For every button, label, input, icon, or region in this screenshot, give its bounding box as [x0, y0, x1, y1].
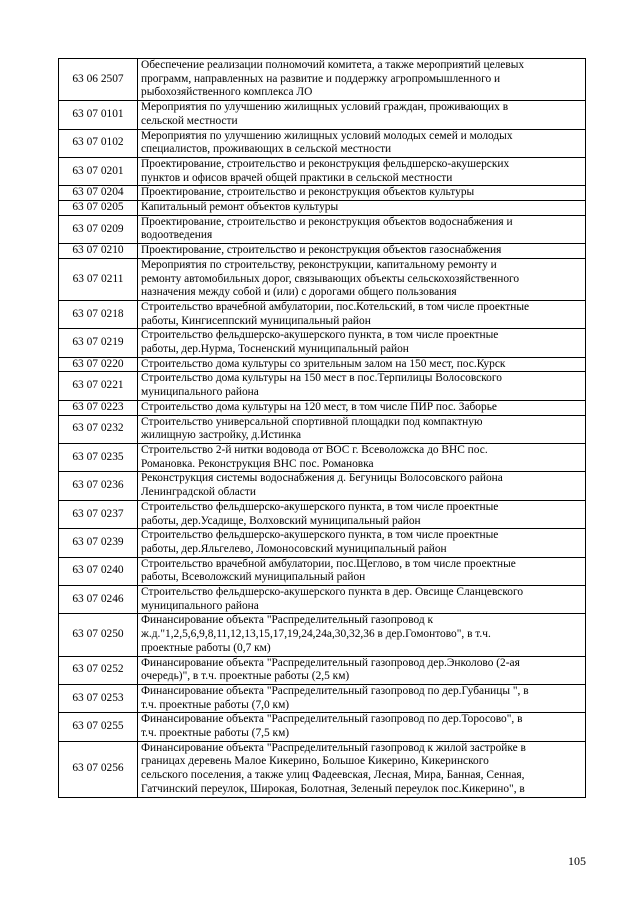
budget-code-cell: 63 07 0221 [59, 372, 138, 400]
budget-code-cell: 63 07 0256 [59, 741, 138, 797]
budget-code-cell: 63 07 0220 [59, 357, 138, 372]
description-line: работы, дер.Яльгелево, Ломоносовский муниципальный район [141, 542, 447, 555]
description-cell [138, 586, 586, 614]
table-row [59, 244, 586, 259]
description-line: Проектирование, строительство и реконструкция объектов культуры [141, 186, 475, 199]
table-body [59, 59, 586, 798]
description-cell [138, 400, 586, 415]
description-line: Строительство фельдшерско-акушерского пункта, в том числе проектные [141, 500, 499, 513]
description-line: Строительство фельдшерско-акушерского пункта в дер. Овсище Сланцевского [141, 586, 524, 599]
table-row [59, 472, 586, 500]
description-line: рыбохозяйственного комплекса ЛО [141, 86, 313, 99]
budget-code-cell: 63 07 0237 [59, 500, 138, 528]
budget-code-cell: 63 07 0201 [59, 157, 138, 185]
table-row [59, 415, 586, 443]
table-row [59, 59, 586, 101]
description-line: Мероприятия по улучшению жилищных условий граждан, проживающих в [141, 101, 509, 114]
description-line: очередь)", в т.ч. проектные работы (2,5 км) [141, 670, 350, 683]
table-row [59, 684, 586, 712]
description-line: программ, направленных на развитие и поддержку агропромышленного и [141, 72, 501, 85]
budget-code-table [58, 58, 586, 798]
description-line: работы, дер.Усадище, Волховский муниципальный район [141, 514, 421, 527]
description-line: Строительство дома культуры со зрительным залом на 150 мест, пос.Курск [141, 357, 506, 370]
description-cell [138, 415, 586, 443]
description-cell [138, 329, 586, 357]
description-line: Финансирование объекта "Распределительный газопровод дер.Энколово (2-ая [141, 656, 520, 669]
description-line: ремонту автомобильных дорог, связывающих объекты сельскохозяйственного [141, 272, 520, 285]
description-line: Реконструкция системы водоснабжения д. Бегуницы Волосовского района [141, 472, 503, 485]
table-row [59, 157, 586, 185]
description-line: Мероприятия по строительству, реконструкции, капитальному ремонту и [141, 258, 497, 271]
description-cell [138, 656, 586, 684]
description-line: муниципального района [141, 599, 259, 612]
description-line: Финансирование объекта "Распределительный газопровод к жилой застройке в [141, 741, 526, 754]
budget-code-cell: 63 06 2507 [59, 59, 138, 101]
description-cell [138, 357, 586, 372]
budget-code-cell: 63 07 0235 [59, 443, 138, 471]
description-cell [138, 372, 586, 400]
description-line: жилищную застройку, д.Истинка [141, 429, 302, 442]
budget-code-cell: 63 07 0253 [59, 684, 138, 712]
description-line: т.ч. проектные работы (7,5 км) [141, 727, 290, 740]
description-line: назначения между собой и (или) с дорогами общего пользования [141, 286, 457, 299]
table-row [59, 656, 586, 684]
description-cell [138, 186, 586, 201]
table-row [59, 201, 586, 216]
table-row [59, 557, 586, 585]
description-line: сельской местности [141, 114, 238, 127]
table-row [59, 300, 586, 328]
description-cell [138, 244, 586, 259]
budget-code-cell: 63 07 0209 [59, 215, 138, 243]
description-line: Строительство дома культуры на 150 мест в пос.Терпилицы Волосовского [141, 372, 502, 385]
description-line: Строительство фельдшерско-акушерского пункта, в том числе проектные [141, 529, 499, 542]
table-row [59, 372, 586, 400]
budget-code-cell: 63 07 0219 [59, 329, 138, 357]
description-cell [138, 529, 586, 557]
budget-code-cell: 63 07 0236 [59, 472, 138, 500]
table-row [59, 357, 586, 372]
description-line: т.ч. проектные работы (7,0 км) [141, 698, 290, 711]
description-line: Финансирование объекта "Распределительный газопровод по дер.Губаницы ", в [141, 684, 529, 697]
description-line: ж.д."1,2,5,6,9,8,11,12,13,15,17,19,24,24а,30,32,36 в дер.Гомонтово", в т.ч. [141, 628, 491, 641]
description-cell [138, 59, 586, 101]
budget-code-cell: 63 07 0223 [59, 400, 138, 415]
description-line: Финансирование объекта "Распределительный газопровод к [141, 614, 434, 627]
description-cell [138, 500, 586, 528]
description-line: Проектирование, строительство и реконструкция объектов газоснабжения [141, 244, 502, 257]
description-cell [138, 614, 586, 656]
table-row [59, 713, 586, 741]
budget-code-cell: 63 07 0210 [59, 244, 138, 259]
description-line: Мероприятия по улучшению жилищных условий молодых семей и молодых [141, 129, 513, 142]
budget-code-cell: 63 07 0250 [59, 614, 138, 656]
budget-code-cell: 63 07 0102 [59, 129, 138, 157]
table-row [59, 586, 586, 614]
description-line: проектные работы (0,7 км) [141, 641, 271, 654]
table-row [59, 529, 586, 557]
description-cell [138, 157, 586, 185]
description-line: водоотведения [141, 229, 213, 242]
table-row [59, 101, 586, 129]
description-line: сельского поселения, а также улиц Фадеевская, Лесная, Мира, Банная, Сенная, [141, 769, 525, 782]
table-row [59, 741, 586, 797]
budget-code-cell: 63 07 0211 [59, 258, 138, 300]
description-cell [138, 101, 586, 129]
description-cell [138, 472, 586, 500]
description-line: Гатчинский переулок, Широкая, Болотная, Зеленый переулок пос.Кикерино", в [141, 782, 525, 795]
table-row [59, 215, 586, 243]
description-line: работы, дер.Нурма, Тосненский муниципальный район [141, 343, 409, 356]
budget-code-cell: 63 07 0252 [59, 656, 138, 684]
description-cell [138, 557, 586, 585]
table-row [59, 614, 586, 656]
description-line: границах деревень Малое Кикерино, Большое Кикерино, Кикеринского [141, 755, 489, 768]
description-line: Строительство врачебной амбулатории, пос.Щеглово, в том числе проектные [141, 557, 516, 570]
description-cell [138, 215, 586, 243]
table-row [59, 500, 586, 528]
budget-code-cell: 63 07 0240 [59, 557, 138, 585]
budget-code-cell: 63 07 0101 [59, 101, 138, 129]
description-cell [138, 129, 586, 157]
budget-code-cell: 63 07 0205 [59, 201, 138, 216]
table-row [59, 443, 586, 471]
budget-code-cell: 63 07 0204 [59, 186, 138, 201]
table-row [59, 258, 586, 300]
table-row [59, 129, 586, 157]
description-cell [138, 713, 586, 741]
description-line: Капитальный ремонт объектов культуры [141, 201, 339, 214]
description-line: Строительство дома культуры на 120 мест, в том числе ПИР пос. Заборье [141, 400, 497, 413]
table-row [59, 186, 586, 201]
table-row [59, 329, 586, 357]
description-line: Строительство 2-й нитки водовода от ВОС г. Всеволожска до ВНС пос. [141, 443, 488, 456]
page-number: 105 [568, 854, 586, 868]
description-line: Строительство фельдшерско-акушерского пункта, в том числе проектные [141, 329, 499, 342]
budget-code-cell: 63 07 0218 [59, 300, 138, 328]
description-cell [138, 300, 586, 328]
description-line: Проектирование, строительство и реконструкция объектов водоснабжения и [141, 215, 513, 228]
description-line: Ленинградской области [141, 486, 256, 499]
table-row [59, 400, 586, 415]
description-line: пунктов и офисов врачей общей практики в сельской местности [141, 171, 453, 184]
description-line: работы, Кингисеппский муниципальный район [141, 314, 371, 327]
budget-code-cell: 63 07 0246 [59, 586, 138, 614]
budget-code-cell: 63 07 0239 [59, 529, 138, 557]
description-line: специалистов, проживающих в сельской местности [141, 143, 392, 156]
description-line: Строительство врачебной амбулатории, пос.Котельский, в том числе проектные [141, 300, 530, 313]
description-line: Финансирование объекта "Распределительный газопровод по дер.Торосово", в [141, 713, 523, 726]
description-cell [138, 258, 586, 300]
description-line: Романовка. Реконструкция ВНС пос. Романовка [141, 457, 374, 470]
description-line: Строительство универсальной спортивной площадки под компактную [141, 415, 483, 428]
description-line: Проектирование, строительство и реконструкция фельдшерско-акушерских [141, 157, 510, 170]
description-line: работы, Всеволожский муниципальный район [141, 571, 366, 584]
description-line: муниципального района [141, 386, 259, 399]
budget-code-cell: 63 07 0232 [59, 415, 138, 443]
description-cell [138, 684, 586, 712]
description-cell [138, 443, 586, 471]
description-line: Обеспечение реализации полномочий комитета, а также мероприятий целевых [141, 59, 525, 71]
description-cell [138, 741, 586, 797]
description-cell [138, 201, 586, 216]
budget-code-cell: 63 07 0255 [59, 713, 138, 741]
